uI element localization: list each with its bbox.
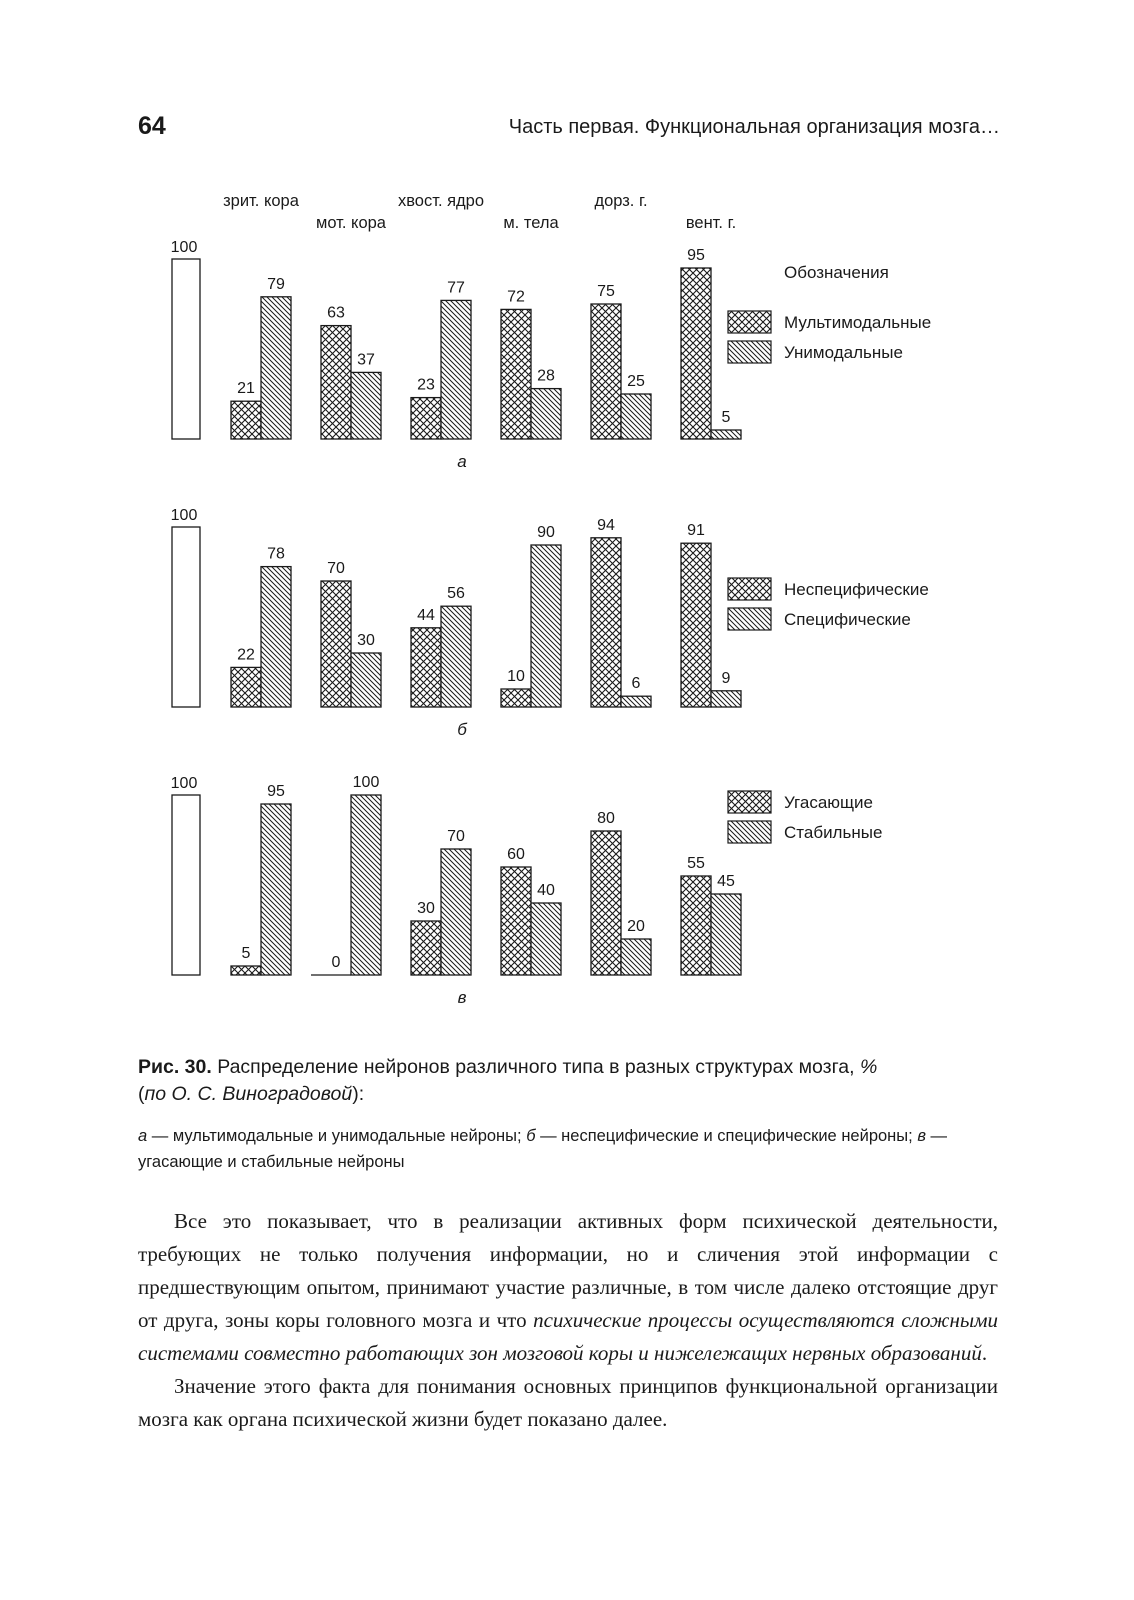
caption-close-paren: ): [352, 1083, 365, 1105]
chart-2-bar-s1-6 [681, 543, 711, 707]
chart-2-value-label-s1-2: 70 [327, 560, 345, 577]
chart-3-reference-label: 100 [170, 775, 198, 792]
chart-3-bar-s1-1 [231, 966, 261, 975]
chart-1-bar-s1-1 [231, 401, 261, 439]
chart-1-legend-swatch-1 [728, 311, 771, 333]
chart-2-value-label-s1-1: 22 [237, 646, 255, 664]
chart-1-bar-s1-5 [591, 304, 621, 439]
chart-1-reference-bar [172, 259, 200, 439]
chart-1-bar-s2-4 [531, 389, 561, 439]
chart-3-value-label-s2-2: 100 [352, 774, 380, 791]
chart-3-bar-s2-5 [621, 939, 651, 975]
chart-1-legend-swatch-2 [728, 341, 771, 363]
caption-legend [138, 1123, 998, 1175]
chart-3-value-label-s1-1: 5 [241, 945, 251, 962]
caption-legend-letter-v: в [917, 1127, 926, 1145]
chart-2-bar-s1-1 [231, 667, 261, 707]
chart-1-bar-s1-4 [501, 309, 531, 439]
chart-1-category-label-1: зрит. кора [223, 192, 299, 210]
paragraph-1-end: . [981, 1341, 988, 1365]
chart-1-bar-s2-1 [261, 297, 291, 439]
page-number: 64 [138, 112, 166, 140]
chart-3-bar-s1-5 [591, 831, 621, 975]
chart-2-reference-label: 100 [170, 507, 198, 524]
chart-3-bar-s2-4 [531, 903, 561, 975]
chart-2-bar-s2-2 [351, 653, 381, 707]
chart-3-bar-s2-6 [711, 894, 741, 975]
chart-3-value-label-s2-3: 70 [447, 828, 465, 845]
chart-1-value-label-s1-6: 95 [687, 247, 705, 264]
chart-2-bar-s1-3 [411, 628, 441, 707]
chart-1-bar-s1-6 [681, 268, 711, 439]
chart-3-value-label-s1-2: 0 [331, 954, 341, 971]
chart-1-bar-s1-3 [411, 398, 441, 439]
chart-3-legend-swatch-2 [728, 821, 771, 843]
chart-2-legend-swatch-2 [728, 608, 771, 630]
chart-1-value-label-s2-1: 79 [267, 275, 285, 293]
chart-3-value-label-s1-6: 55 [687, 855, 705, 872]
chart-3-bar-s2-1 [261, 804, 291, 975]
chart-2-bar-s2-1 [261, 567, 291, 707]
chart-1-bar-s2-3 [441, 300, 471, 439]
caption-legend-text-b: — неспецифические и специфические нейроны; [535, 1127, 918, 1145]
caption-legend-letter-a: а [138, 1127, 148, 1145]
paragraph-1 [138, 1205, 998, 1370]
chart-2-bar-s1-5 [591, 538, 621, 707]
chart-3-value-label-s2-6: 45 [717, 873, 735, 890]
chart-3-bar-s1-3 [411, 921, 441, 975]
chart-3-bar-s2-2 [351, 795, 381, 975]
chart-1-category-label-2: мот. кора [316, 214, 386, 232]
chart-3-value-label-s2-4: 40 [537, 882, 555, 899]
chart-1-value-label-s2-4: 28 [537, 367, 555, 385]
chart-1-value-label-s1-1: 21 [237, 380, 255, 398]
chart-1-value-label-s1-4: 72 [507, 288, 525, 306]
body-text [138, 1205, 998, 1436]
chart-2-reference-bar [172, 527, 200, 707]
chart-1-reference-label: 100 [170, 239, 198, 256]
chart-1-value-label-s2-3: 77 [447, 279, 465, 297]
figure-caption [138, 1054, 998, 1108]
chart-1-category-label-3: хвост. ядро [397, 192, 485, 210]
chart-1-bar-s2-6 [711, 430, 741, 439]
chart-3-legend-swatch-1 [728, 791, 771, 813]
chart-3-bar-s2-3 [441, 849, 471, 975]
chart-1-value-label-s1-2: 63 [327, 304, 345, 322]
chart-1-value-label-s2-6: 5 [721, 409, 731, 426]
chart-3-legend-label-2: Стабильные [784, 823, 883, 842]
chart-3-value-label-s2-5: 20 [627, 918, 645, 935]
chart-2-value-label-s1-6: 91 [687, 522, 705, 540]
chart-3-value-label-s1-5: 80 [597, 810, 615, 827]
chart-1-value-label-s2-5: 25 [627, 373, 645, 390]
chart-2-legend-label-2: Специфические [784, 610, 911, 629]
chart-2-bar-s2-6 [711, 691, 741, 707]
caption-legend-text-a: — мультимодальные и унимодальные нейроны; [147, 1127, 527, 1145]
chart-2-panel-label: б [457, 720, 467, 739]
chart-2-legend-swatch-1 [728, 578, 771, 600]
paragraph-1-emphasis: психические процессы осуществляются сложными системами совместно работающих зон мозговой коры и нижележащих нервных образований [138, 1308, 998, 1365]
running-head: Часть первая. Функциональная организация мозга… [508, 116, 1000, 138]
chart-1-legend-label-1: Мультимодальные [784, 313, 932, 332]
chart-2-value-label-s2-4: 90 [537, 524, 555, 541]
chart-1-bar-s2-5 [621, 394, 651, 439]
chart-1-category-label-6: вент. г. [685, 214, 737, 232]
chart-2-bar-s1-2 [321, 581, 351, 707]
chart-1-bar-s1-2 [321, 326, 351, 439]
chart-2-bar-s2-4 [531, 545, 561, 707]
paragraph-2: Значение этого факта для понимания основных принципов функциональной организации мозга как органа психической жизни будет показано далее. [138, 1374, 998, 1431]
chart-3-panel-label: в [457, 988, 467, 1007]
chart-1-category-label-4: м. тела [503, 214, 559, 232]
chart-2-value-label-s2-3: 56 [447, 585, 465, 603]
chart-1-legend-title: Обозначения [784, 263, 889, 282]
chart-1-category-label-5: дорз. г. [594, 192, 648, 210]
chart-2-legend-label-1: Неспецифические [784, 580, 929, 599]
chart-2-bar-s1-4 [501, 689, 531, 707]
chart-3-bar-s1-6 [681, 876, 711, 975]
chart-2-value-label-s1-3: 44 [417, 606, 435, 624]
chart-3-bar-s1-4 [501, 867, 531, 975]
chart-2-value-label-s2-2: 30 [357, 632, 375, 649]
chart-2-value-label-s2-5: 6 [631, 675, 641, 693]
caption-unit: % [859, 1056, 878, 1078]
chart-2-value-label-s1-5: 94 [597, 516, 615, 534]
chart-2-value-label-s2-6: 9 [721, 669, 731, 687]
caption-legend-letter-b: б [526, 1127, 536, 1145]
chart-1-panel-label: а [457, 452, 467, 471]
caption-label: Рис. 30. [138, 1056, 212, 1078]
chart-2-bar-s2-5 [621, 696, 651, 707]
chart-3-value-label-s2-1: 95 [267, 783, 285, 800]
chart-1-value-label-s2-2: 37 [357, 351, 375, 369]
chart-1-legend-label-2: Унимодальные [784, 343, 903, 362]
chart-2-value-label-s1-4: 10 [507, 668, 525, 685]
chart-2-bar-s2-3 [441, 606, 471, 707]
caption-open-paren: ( [138, 1083, 145, 1105]
chart-3-value-label-s1-4: 60 [507, 846, 525, 863]
chart-1-bar-s2-2 [351, 372, 381, 439]
caption-source: по О. С. Виноградовой [144, 1083, 353, 1105]
chart-1-value-label-s1-5: 75 [597, 283, 615, 300]
caption-text: Распределение нейронов различного типа в разных структурах мозга, [217, 1056, 855, 1078]
chart-3-reference-bar [172, 795, 200, 975]
chart-3-legend-label-1: Угасающие [784, 793, 873, 812]
chart-2-value-label-s2-1: 78 [267, 545, 285, 563]
chart-3-value-label-s1-3: 30 [417, 900, 435, 917]
caption-legend-text-v: — угасающие и стабильные нейроны [138, 1127, 948, 1171]
chart-1-value-label-s1-3: 23 [417, 376, 435, 394]
paragraph-1-text: Все это показывает, что в реализации активных форм психической деятельности, требующих не только получения информации, но и сличения этой информации с предшествующим опытом, принимают участие различные, в том числе далеко отстоящие друг от друга, зоны коры головного мозга и что [138, 1209, 998, 1332]
